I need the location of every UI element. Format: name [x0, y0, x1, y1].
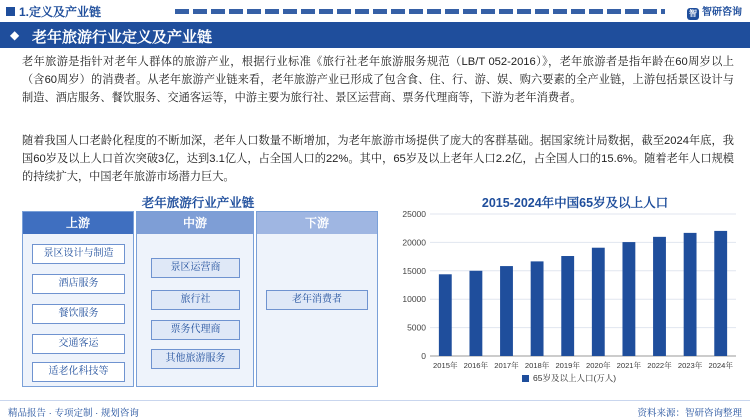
footer-tagline: 精品报告 · 专项定制 · 规划咨询: [8, 408, 139, 419]
bar: [469, 271, 482, 356]
title-bar: [0, 22, 750, 48]
upstream-item: 景区设计与制造: [32, 244, 125, 264]
bar: [500, 266, 513, 356]
midstream-header: 中游: [137, 212, 253, 234]
upstream-header: 上游: [23, 212, 133, 234]
y-tick-label: 15000: [402, 265, 426, 276]
x-tick-label: 2023年: [677, 361, 703, 370]
population-paragraph: 随着我国人口老龄化程度的不断加深，老年人口数量不断增加，为老年旅游市场提供了庞大的客群基础。据国家统计局数据，截至2024年底，我国60岁及以上人口首次突破3亿，达到3.1亿人，占全国人口的22%。其中，65岁及以上老年人口2.2亿，占全国人口的15.6%。随着老年人口规模的持续扩大，中国老年旅游市场潜力巨大。: [22, 135, 734, 184]
page-title: 老年旅游行业定义及产业链: [32, 29, 213, 46]
square-icon: [6, 7, 15, 16]
midstream-item: 票务代理商: [151, 320, 240, 340]
section-label: [6, 3, 101, 20]
bar: [561, 256, 574, 356]
x-tick-label: 2018年: [524, 361, 550, 370]
downstream-header: 下游: [257, 212, 377, 234]
bar: [714, 231, 727, 356]
upstream-item: 酒店服务: [32, 274, 125, 294]
logo-icon: 智: [689, 9, 697, 18]
x-tick-label: 2024年: [708, 361, 733, 370]
upstream-column: [22, 211, 134, 387]
x-tick-label: 2016年: [463, 361, 489, 370]
bar: [622, 242, 635, 356]
y-tick-label: 5000: [407, 322, 426, 333]
upstream-item: 交通客运: [32, 334, 125, 354]
population-bar-chart: [392, 208, 744, 396]
source-note: 资料来源：智研咨询整理: [637, 408, 742, 419]
section-title: 1.定义及产业链: [19, 5, 102, 19]
bar: [531, 261, 544, 356]
footer: [0, 400, 750, 420]
bar: [439, 274, 452, 356]
y-tick-label: 20000: [402, 237, 426, 248]
decorative-stripe: [175, 9, 665, 14]
diamond-icon: ◆: [10, 28, 20, 42]
upstream-item: 适老化科技等: [32, 362, 125, 382]
y-tick-label: 0: [421, 351, 426, 361]
midstream-item: 景区运营商: [151, 258, 240, 278]
x-tick-label: 2021年: [616, 361, 642, 370]
y-tick-label: 10000: [402, 294, 426, 305]
midstream-column: [136, 211, 254, 387]
x-tick-label: 2022年: [647, 361, 672, 370]
chart-title: 2015-2024年中国65岁及以上人口: [481, 196, 669, 210]
chain-title: 老年旅游行业产业链: [141, 196, 255, 210]
midstream-item: 其他旅游服务: [151, 349, 240, 369]
intro-paragraph: 老年旅游是指针对老年人群体的旅游产业，根据行业标准《旅行社老年旅游服务规范（LB/T 052-2016）》，老年旅游者是指年龄在60周岁以上（含60周岁）的消费者。从老年旅游产业链来看，老年旅游产业已形成了包含食、住、行、游、娱、购六要素的全产业链，上游包括景区设计与制造、酒店服务、餐饮服务、交通客运等，中游主要为旅行社、景区运营商、票务代理商等，下游为老年消费者。: [22, 56, 734, 105]
x-tick-label: 2019年: [555, 361, 580, 370]
downstream-column: [256, 211, 378, 387]
x-tick-label: 2020年: [586, 361, 611, 370]
bar: [684, 233, 697, 356]
brand-logo: [687, 3, 742, 20]
upstream-item: 餐饮服务: [32, 304, 125, 324]
bar: [653, 237, 666, 356]
downstream-item: 老年消费者: [266, 290, 368, 310]
x-tick-label: 2017年: [494, 361, 519, 370]
x-tick-label: 2015年: [433, 361, 458, 370]
midstream-item: 旅行社: [151, 290, 240, 310]
legend-swatch: [522, 375, 529, 382]
top-bar: [0, 0, 750, 22]
logo-text: 智研咨询: [702, 7, 742, 18]
bar: [592, 248, 605, 356]
y-tick-label: 25000: [402, 209, 426, 219]
legend-label: 65岁及以上人口(万人): [533, 373, 617, 383]
